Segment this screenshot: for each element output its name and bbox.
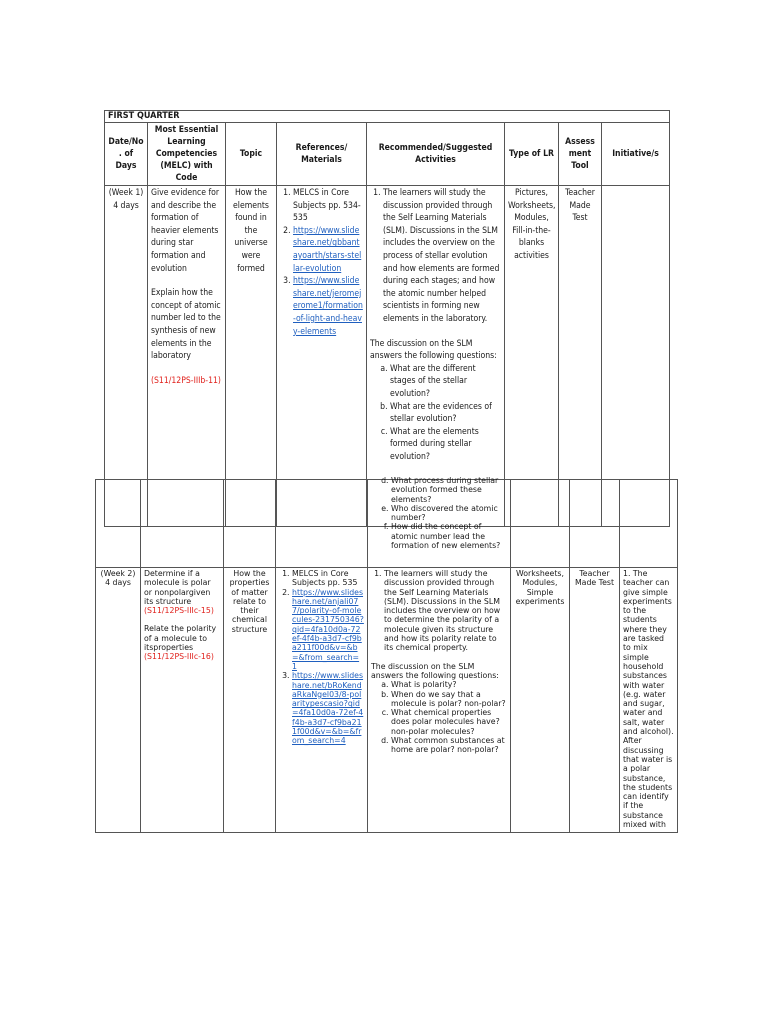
week1-assessment-cell xyxy=(559,186,602,527)
week1-question-a: a. What are the different stages of the stellar evolution? xyxy=(390,363,501,401)
week1-days-cell xyxy=(105,186,148,527)
week1-days: (Week 1) 4 days xyxy=(108,188,144,211)
week1-initiative-cell xyxy=(602,186,670,527)
week1-question-d: d. What process during stellar evolution formed these elements? xyxy=(391,477,507,504)
week1-melc-cell xyxy=(148,186,226,527)
week1-activities-cell xyxy=(367,186,505,527)
week1-question-f: f. How did the concept of atomic number lead the formation of new elements? xyxy=(391,522,507,550)
week2-initiative: 1. The teacher can give simple experiments to the students where they are tasked to mix simple household substances with water (e.g. water and sugar, water and salt, water and alcohol). After discussing that water is a polar substance, the students can identify if the substance mixed with xyxy=(623,569,674,830)
week1-questions-intro: The discussion on the SLM answers the following questions: xyxy=(370,338,497,362)
week1-melc-2: Explain how the concept of atomic number led to the synthesis of new elements in the laboratory xyxy=(151,288,221,362)
header-lr-type: Type of LR xyxy=(505,123,559,186)
week2-references-cell xyxy=(276,568,368,833)
quarter-title: FIRST QUARTER xyxy=(105,111,670,123)
header-topic: Topic xyxy=(226,123,277,186)
cont-lr-type-cell xyxy=(511,480,570,568)
week2-lr-type: Worksheets, Modules, Simple experiments xyxy=(515,569,565,606)
week2-lr-type-cell xyxy=(511,568,570,833)
header-date-days: Date/No . of Days xyxy=(105,123,148,186)
cont-melc-cell xyxy=(141,480,224,568)
week2-activities-cell xyxy=(368,568,511,833)
week2-initiative-cell xyxy=(620,568,678,833)
week1-melc-1: Give evidence for and describe the formation of heavier elements during star formation and evolution xyxy=(151,188,220,274)
week1-ref-1: 1. MELCS in Core Subjects pp. 534-535 xyxy=(293,187,363,225)
week2-days-cell xyxy=(96,568,141,833)
cont-initiative-cell xyxy=(620,480,678,568)
week2-question-b: b. When do we say that a molecule is polar? non-polar? xyxy=(391,690,507,709)
week2-days: (Week 2) 4 days xyxy=(100,569,136,588)
week1-topic: How the elements found in the universe were formed xyxy=(233,188,269,274)
week1-assessment: Teacher Made Test xyxy=(565,188,595,224)
week2-assessment: Teacher Made Test xyxy=(574,569,615,588)
week1-question-b: b. What are the evidences of stellar evolution? xyxy=(390,401,501,426)
week2-melc-code-1: (S11/12PS-IIIc-15) xyxy=(144,606,214,616)
week1-question-c: c. What are the elements formed during stellar evolution? xyxy=(390,426,501,464)
lesson-plan-table-first-quarter xyxy=(104,110,670,527)
week2-melc-cell xyxy=(141,568,224,833)
week2-topic: How the properties of matter relate to their chemical structure xyxy=(229,569,270,634)
week1-melc-code: (S11/12PS-IIIb-11) xyxy=(151,375,221,386)
week1-topic-cell xyxy=(226,186,277,527)
cont-days-cell xyxy=(96,480,141,568)
header-references: References/ Materials xyxy=(277,123,367,186)
week2-questions-intro: The discussion on the SLM answers the following questions: xyxy=(371,661,499,680)
header-assessment-tool: Assess ment Tool xyxy=(559,123,602,186)
week2-melc-2: Relate the polarity of a molecule to itsproperties xyxy=(144,624,217,653)
week2-ref-1: 1. MELCS in Core Subjects pp. 535 xyxy=(292,569,364,588)
week2-question-d: d. What common substances at home are polar? non-polar? xyxy=(391,736,507,755)
week2-melc-1: Determine if a molecule is polar or nonpolargiven its structure xyxy=(144,569,211,606)
week2-ref-link-3[interactable]: https://www.slideshare.net/bRoKendaRkaNgel03/8-polaritypescasio?qid=4fa10d0a-72ef-4f4b-a3d7-cf9ba211f00d&v=&b=&from_search=4 xyxy=(292,671,364,746)
week1-lr-type: Pictures, Worksheets, Modules, Fill-in-the-blanks activities xyxy=(508,188,556,261)
cont-activities-cell xyxy=(368,477,511,568)
week1-activity-1: 1. The learners will study the discussion provided through the Self Learning Materials (SLM). Discussions in the SLM includes the overview on the process of stellar evolution and how elements are formed during each stages; and how the atomic number helped scientists in forming new elements in the laboratory. xyxy=(383,187,501,326)
week2-topic-cell xyxy=(224,568,276,833)
week2-question-a: a. What is polarity? xyxy=(391,680,507,689)
header-activities: Recommended/Suggested Activities xyxy=(367,123,505,186)
header-initiatives: Initiative/s xyxy=(602,123,670,186)
week1-ref-link-3[interactable]: https://www.slideshare.net/jeromejerome1/formation-of-light-and-heavy-elements xyxy=(293,276,363,337)
week1-references-cell xyxy=(277,186,367,527)
week2-ref-link-2[interactable]: https://www.slideshare.net/anjali077/polarity-of-molecules-231750346?qid=4fa10d0a-72ef-4f4b-a3d7-cf9ba211f00d&v=&b=&from_search=1 xyxy=(292,587,364,671)
week2-question-c: c. What chemical properties does polar molecules have? non-polar molecules? xyxy=(391,708,507,736)
cont-assessment-cell xyxy=(570,480,620,568)
week2-assessment-cell xyxy=(570,568,620,833)
lesson-plan-table-continued xyxy=(95,479,678,833)
week1-question-e: e. Who discovered the atomic number? xyxy=(391,504,507,523)
week1-lr-type-cell xyxy=(505,186,559,527)
week2-melc-code-2: (S11/12PS-IIIc-16) xyxy=(144,652,214,662)
cont-topic-cell xyxy=(224,480,276,568)
week1-ref-link-2[interactable]: https://www.slideshare.net/gbbantayoarth/stars-stellar-evolution xyxy=(293,225,362,274)
cont-references-cell xyxy=(276,480,368,568)
week2-activity-1: 1. The learners will study the discussion provided through the Self Learning Materials (SLM). Discussions in the SLM includes the overview on how to determine the polarity of a molecule given its structure and how its polarity relate to its chemical property. xyxy=(384,569,507,653)
header-melc: Most Essential Learning Competencies (MELC) with Code xyxy=(148,123,226,186)
